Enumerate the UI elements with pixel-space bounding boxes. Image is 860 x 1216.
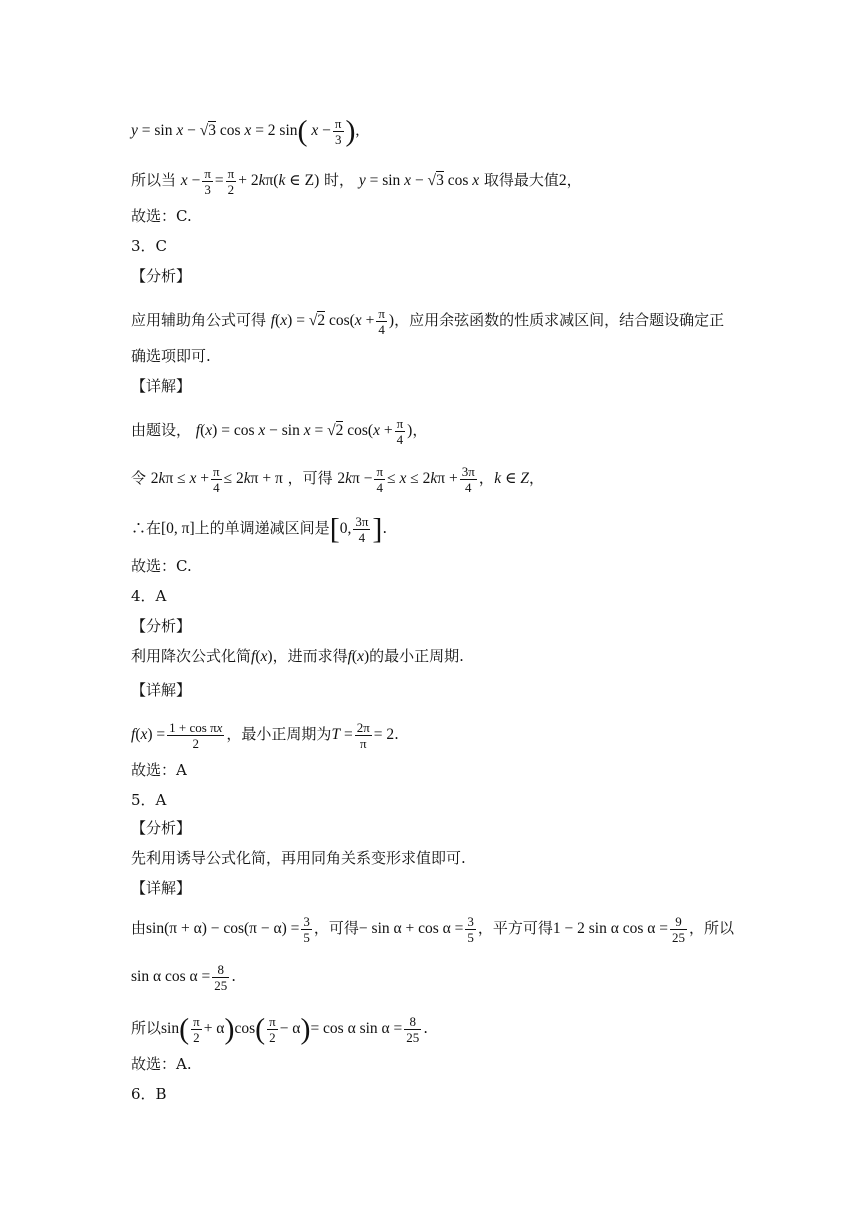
text-line-24: sin α cos α = $\frac{8}{25}$ .: [131, 962, 237, 993]
text-line-17: f(x) = $\frac{\text{1 + cos πx}}{2}$ ，最小正周期为T = $\frac{2\pi}{\pi}$ = 2.: [131, 720, 399, 751]
text-line-6: 应用辅助角公式可得 f(x) = √2 cos(x + $\frac{\pi}{4}$ )，应用余弦函数的性质求减区间，结合题设确定正: [131, 306, 725, 337]
question-4-heading: 4．A: [131, 587, 167, 605]
text-line-9: 由题设， f(x) = cos x − sin x = √2 cos(x + $\frac{\pi}{4}$ )，: [131, 416, 428, 447]
answer-line-5: 故选：A.: [131, 1055, 192, 1073]
question-3-heading: 3．C: [131, 237, 168, 255]
text-line-21: 先利用诱导公式化简，再用同角关系变形求值即可.: [131, 849, 466, 867]
analysis-heading-5: 【分析】: [131, 819, 192, 837]
text-line-23: 由sin(π + α) − cos(π − α) = $\frac{3}{5}$ ，可得− sin α + cos α = $\frac{3}{5}$ ，平方可得1 − 2 sin α cos α = $\frac{9}{25}$ ，所以: [131, 914, 735, 945]
text-line-7: 确选项即可.: [131, 347, 211, 365]
answer-line-1: 故选：C.: [131, 207, 192, 225]
analysis-heading-4: 【分析】: [131, 617, 192, 635]
detail-heading-3: 【详解】: [131, 377, 192, 395]
text-line-15: 利用降次公式化简f(x)，进而求得f(x)的最小正周期.: [131, 647, 464, 665]
text-line-11: ∴在[0, π]上的单调递减区间是[0, $\frac{3\pi}{4}$ ].: [131, 512, 388, 546]
answer-line-3: 故选：C.: [131, 557, 192, 575]
text-line-25: 所以sin( $\frac{\pi}{2}$ + α)cos( $\frac{\pi}{2}$ − α)= cos α sin α = $\frac{8}{25}$ .: [131, 1012, 429, 1046]
question-5-heading: 5．A: [131, 791, 167, 809]
answer-line-4: 故选：A: [131, 761, 187, 779]
eq-line-1: y = sin x − √3 cos x = 2 sin( x − $\frac{\pi}{3}$ ),: [131, 114, 360, 148]
analysis-heading-3: 【分析】: [131, 267, 192, 285]
question-6-heading: 6．B: [131, 1085, 167, 1103]
detail-heading-5: 【详解】: [131, 879, 192, 897]
detail-heading-4: 【详解】: [131, 681, 192, 699]
text-line-10: 令 2kπ ≤ x + $\frac{\pi}{4}$ ≤ 2kπ + π ，可得 2kπ − $\frac{\pi}{4}$ ≤ x ≤ 2kπ + $\frac{3\pi}{4}$ ，k ∈ Z，: [131, 464, 545, 495]
text-line-2: 所以当 x − $\frac{\pi}{3}$ = $\frac{\pi}{2}$ + 2kπ(k ∈ Z) 时， y = sin x − √3 cos x 取得最大值2，: [131, 166, 582, 197]
